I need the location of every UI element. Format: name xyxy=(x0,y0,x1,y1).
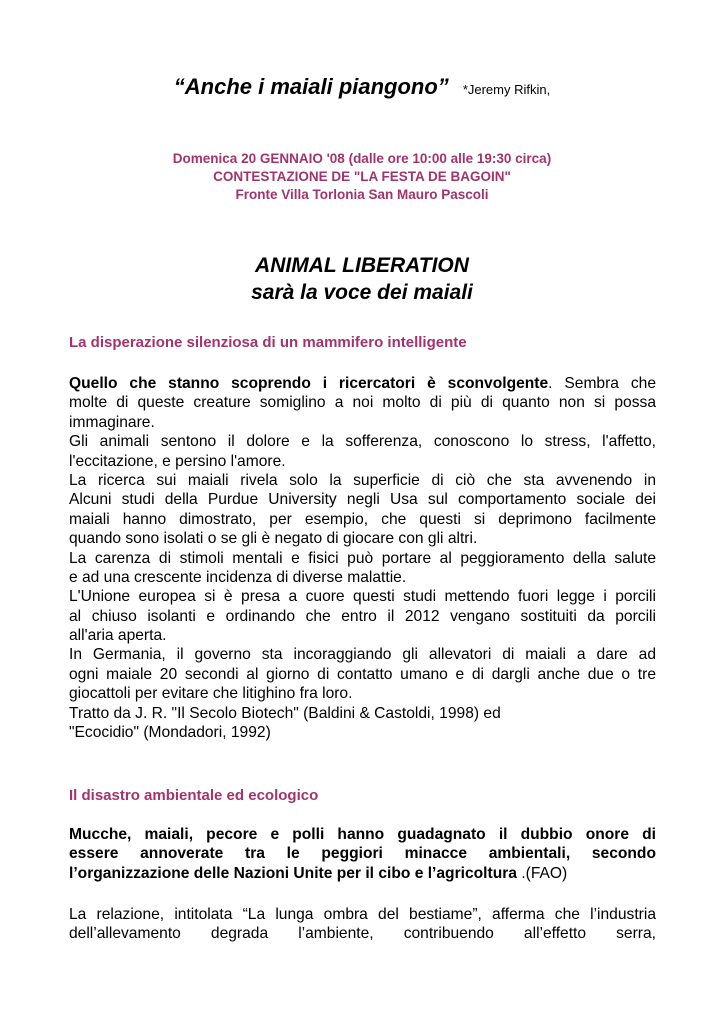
headline-line-1: ANIMAL LIBERATION xyxy=(255,254,469,277)
section-2-title: Il disastro ambientale ed ecologico xyxy=(69,787,319,804)
body-line: quando sono isolati o se gli è negato di giocare con gli altri. xyxy=(69,530,478,548)
section-1-body xyxy=(69,374,656,742)
event-date: Domenica 20 GENNAIO '08 (dalle ore 10:00 alle 19:30 circa) xyxy=(172,151,552,166)
body-line: ogni maiale 20 secondi al giorno di contatto umano e di dargli anche due o tre xyxy=(69,665,656,683)
body-line: La relazione, intitolata “La lunga ombra del bestiame”, afferma che l’industria xyxy=(69,906,656,923)
body-line: In Germania, il governo sta incoraggiando gli allevatori di maiali a dare ad xyxy=(69,646,656,664)
author-note: *Jeremy Rifkin, xyxy=(462,82,551,97)
body-line: Tratto da J. R. "Il Secolo Biotech" (Baldini & Castoldi, 1998) ed xyxy=(69,704,501,722)
body-line: dell’allevamento degrada l’ambiente, contribuendo all’effetto serra, xyxy=(69,925,656,943)
body-line: e ad una crescente incidenza di diverse malattie. xyxy=(69,568,407,586)
body-line: La carenza di stimoli mentali e fisici può portare al peggioramento della salute xyxy=(69,549,656,567)
body-line: Quello che stanno scoprendo i ricercatori è sconvolgente. Sembra che xyxy=(69,375,656,392)
document-title: “Anche i maiali piangono” xyxy=(173,74,449,99)
body-line: molte di queste creature somiglino a noi molto di più di quanto non si possa xyxy=(69,394,656,412)
body-line: maiali hanno dimostrato, per esempio, che questi si deprimono facilmente xyxy=(69,510,656,528)
title-row xyxy=(0,74,724,100)
event-location: Fronte Villa Torlonia San Mauro Pascoli xyxy=(235,187,489,202)
headline xyxy=(0,252,724,306)
event-info xyxy=(0,150,724,204)
section-2-lead xyxy=(69,825,656,883)
body-line: al chiuso isolanti e ordinando che entro il 2012 vengano sostituiti da porcili xyxy=(69,607,656,625)
fao-note: .(FAO) xyxy=(516,864,568,882)
body-line: Gli animali sentono il dolore e la sofferenza, conoscono lo stress, l'affetto, xyxy=(69,433,656,451)
body-line: "Ecocidio" (Mondadori, 1992) xyxy=(69,724,271,742)
bold-line: Mucche, maiali, pecore e polli hanno guadagnato il dubbio onore di xyxy=(69,826,656,843)
body-line: l'eccitazione, e persino l'amore. xyxy=(69,452,286,470)
bold-line: l’organizzazione delle Nazioni Unite per il cibo e l’agricoltura .(FAO) xyxy=(69,864,568,882)
section-1-title: La disperazione silenziosa di un mammifero intelligente xyxy=(69,334,467,351)
body-line: giocattoli per evitare che litighino fra loro. xyxy=(69,685,353,703)
lead-bold: Quello che stanno scoprendo i ricercatori è sconvolgente xyxy=(69,375,549,392)
section-2-body xyxy=(69,905,656,944)
bold-line: essere annoverate tra le peggiori minacce ambientali, secondo xyxy=(69,845,656,863)
body-line: all'aria aperta. xyxy=(69,627,167,645)
body-line: immaginare. xyxy=(69,413,155,431)
event-title: CONTESTAZIONE DE "LA FESTA DE BAGOIN" xyxy=(213,169,511,184)
body-line: Alcuni studi della Purdue University negli Usa sul comportamento sociale dei xyxy=(69,491,656,509)
body-line: La ricerca sui maiali rivela solo la superficie di ciò che sta avvenendo in xyxy=(69,471,656,489)
headline-line-2: sarà la voce dei maiali xyxy=(251,281,473,304)
body-line: L'Unione europea si è presa a cuore questi studi mettendo fuori legge i porcili xyxy=(69,588,656,606)
